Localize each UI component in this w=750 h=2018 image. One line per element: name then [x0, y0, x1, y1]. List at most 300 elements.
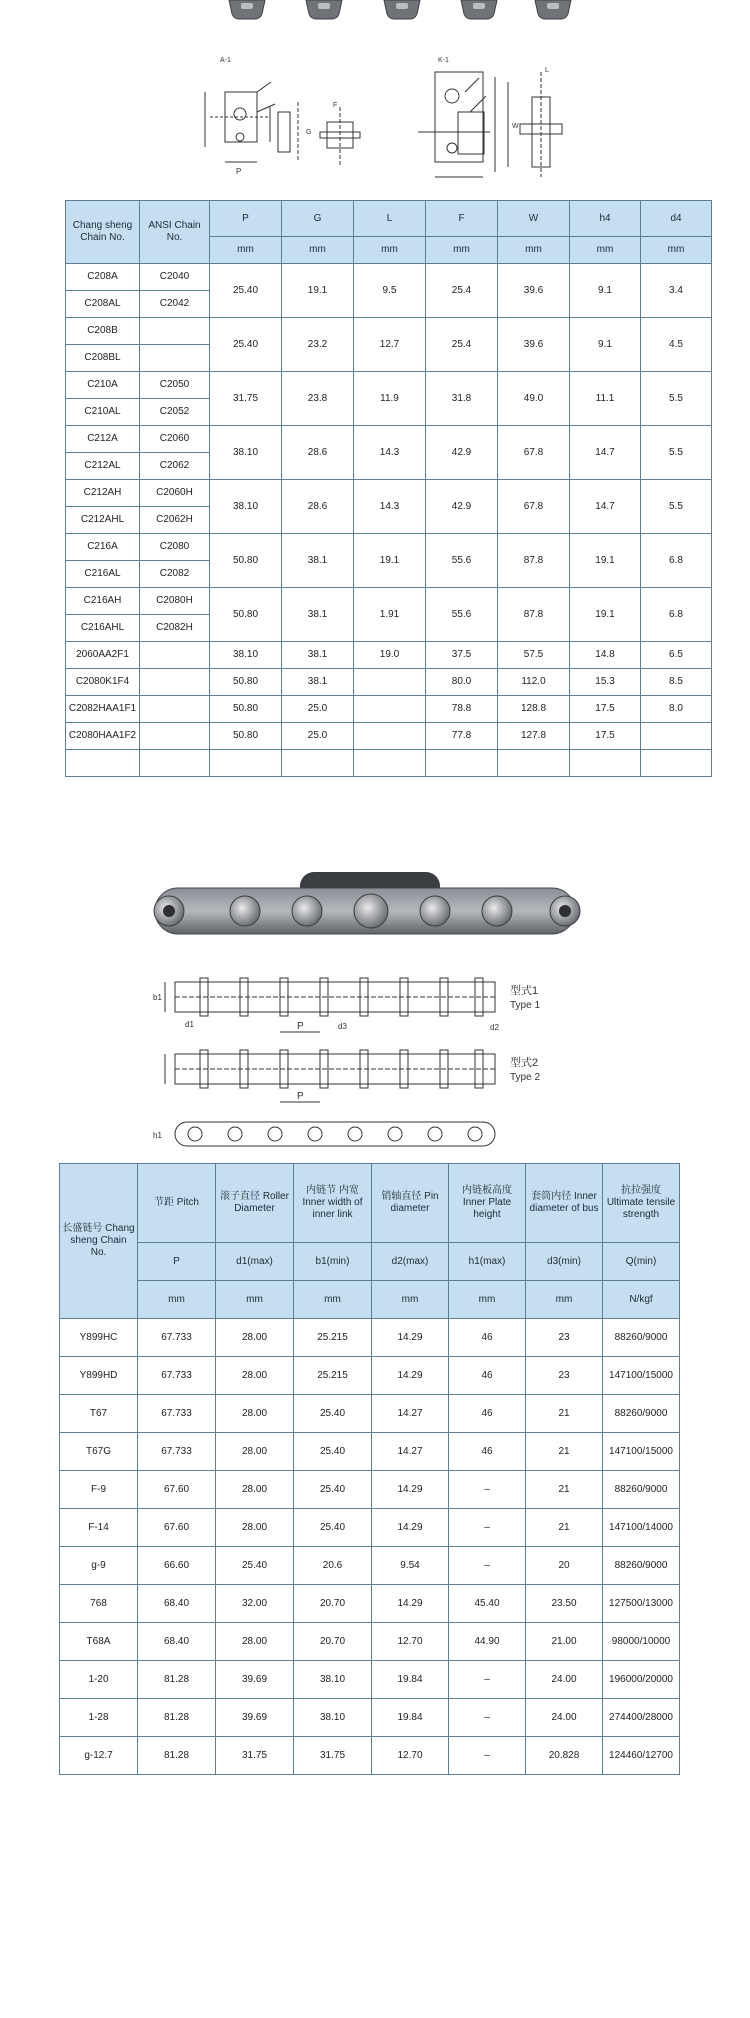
t1-value-cell: 14.7 — [570, 480, 641, 534]
t2-cell: 21 — [526, 1471, 603, 1509]
t1-cell — [140, 750, 210, 777]
t2-cell: 25.40 — [294, 1433, 372, 1471]
t2-header-cell: 内链节 内宽 Inner width of inner link — [294, 1164, 372, 1243]
t2-unit-cell: mm — [294, 1281, 372, 1319]
t1-cell: 8.0 — [641, 696, 712, 723]
t1-value-cell: 5.5 — [641, 426, 712, 480]
t2-cell: 21 — [526, 1433, 603, 1471]
t2-cell: 25.40 — [294, 1509, 372, 1547]
t1-cell: C216AHL — [66, 615, 140, 642]
t1-cell: 17.5 — [570, 696, 641, 723]
t1-row — [66, 669, 712, 696]
t2-cell: 39.69 — [216, 1661, 294, 1699]
t2-row — [60, 1433, 680, 1471]
t1-cell: C2080HAA1F2 — [66, 723, 140, 750]
t2-cell: 24.00 — [526, 1699, 603, 1737]
t2-cell: 23 — [526, 1319, 603, 1357]
t2-cell: – — [449, 1471, 526, 1509]
t2-cell: F-14 — [60, 1509, 138, 1547]
t2-header-cell: 销轴直径 Pin diameter — [372, 1164, 449, 1243]
t1-cell: C216AL — [66, 561, 140, 588]
t1-cell: C2080 — [140, 534, 210, 561]
t1-value-cell: 31.8 — [426, 372, 498, 426]
t2-cell: 32.00 — [216, 1585, 294, 1623]
t2-cell: 67.60 — [138, 1471, 216, 1509]
t2-cell: 14.29 — [372, 1471, 449, 1509]
t2-cell: 124460/12700 — [603, 1737, 680, 1775]
t1-value-cell: 49.0 — [498, 372, 570, 426]
t1-cell — [641, 723, 712, 750]
t1-cell: C208AL — [66, 291, 140, 318]
t2-cell: 28.00 — [216, 1395, 294, 1433]
t1-cell: C2042 — [140, 291, 210, 318]
t2-cell: 14.27 — [372, 1433, 449, 1471]
t2-cell: 20.828 — [526, 1737, 603, 1775]
t1-cell — [354, 669, 426, 696]
t1-cell: C208A — [66, 264, 140, 291]
t2-cell: 44.90 — [449, 1623, 526, 1661]
t1-unit-cell: mm — [282, 237, 354, 264]
t2-cell: Y899HC — [60, 1319, 138, 1357]
t1-header-cell: h4 — [570, 201, 641, 237]
t1-row — [66, 264, 712, 291]
t2-cell: 1-28 — [60, 1699, 138, 1737]
t2-cell: g-9 — [60, 1547, 138, 1585]
t1-cell: C2050 — [140, 372, 210, 399]
t2-symbol-cell: b1(min) — [294, 1243, 372, 1281]
t1-value-cell: 9.1 — [570, 264, 641, 318]
t2-cell: 46 — [449, 1395, 526, 1433]
t1-value-cell: 31.75 — [210, 372, 282, 426]
t2-cell: 24.00 — [526, 1661, 603, 1699]
t2-unit-cell: mm — [449, 1281, 526, 1319]
t1-value-cell: 19.1 — [570, 534, 641, 588]
t2-symbol-cell: h1(max) — [449, 1243, 526, 1281]
t1-row — [66, 723, 712, 750]
t2-header-row — [60, 1164, 680, 1243]
label-a1: A-1 — [220, 57, 231, 64]
t2-cell: 67.60 — [138, 1509, 216, 1547]
t2-symbol-row — [60, 1243, 680, 1281]
t2-cell: 1-20 — [60, 1661, 138, 1699]
t2-row — [60, 1547, 680, 1585]
t1-value-cell: 19.1 — [354, 534, 426, 588]
t1-header-cell: Chang sheng Chain No. — [66, 201, 140, 264]
t1-cell: 25.0 — [282, 696, 354, 723]
t2-cell: 25.40 — [294, 1471, 372, 1509]
t2-cell: 12.70 — [372, 1737, 449, 1775]
t2-cell: 28.00 — [216, 1509, 294, 1547]
t1-cell — [354, 696, 426, 723]
t2-cell: – — [449, 1661, 526, 1699]
t1-value-cell: 14.7 — [570, 426, 641, 480]
t2-cell: 14.27 — [372, 1395, 449, 1433]
label-l: L — [545, 67, 549, 74]
t1-value-cell: 87.8 — [498, 588, 570, 642]
t2-symbol-cell: d3(min) — [526, 1243, 603, 1281]
t2-cell: 67.733 — [138, 1319, 216, 1357]
t1-cell: C2082H — [140, 615, 210, 642]
t2-cell: 28.00 — [216, 1471, 294, 1509]
t1-value-cell: 50.80 — [210, 588, 282, 642]
t1-value-cell: 55.6 — [426, 588, 498, 642]
t1-unit-cell: mm — [641, 237, 712, 264]
t1-cell — [140, 345, 210, 372]
t2-cell: – — [449, 1547, 526, 1585]
t1-value-cell: 50.80 — [210, 534, 282, 588]
label-p-2: P — [297, 1091, 304, 1102]
t1-cell — [210, 750, 282, 777]
chain-type-diagrams — [145, 972, 595, 1157]
t2-cell: 31.75 — [216, 1737, 294, 1775]
t2-header-cell: 滚子直径 Roller Diameter — [216, 1164, 294, 1243]
t2-header-cell: 节距 Pitch — [138, 1164, 216, 1243]
chain-spec-table-1 — [65, 200, 712, 777]
t1-row — [66, 642, 712, 669]
t2-row — [60, 1357, 680, 1395]
t1-value-cell: 23.2 — [282, 318, 354, 372]
t1-cell: 50.80 — [210, 723, 282, 750]
t2-cell: 14.29 — [372, 1357, 449, 1395]
t1-cell — [498, 750, 570, 777]
t2-row — [60, 1699, 680, 1737]
t1-unit-cell: mm — [570, 237, 641, 264]
t2-cell: 25.215 — [294, 1319, 372, 1357]
t1-cell: C210A — [66, 372, 140, 399]
t1-value-cell: 28.6 — [282, 426, 354, 480]
t1-header-row — [66, 201, 712, 237]
t2-cell: 147100/14000 — [603, 1509, 680, 1547]
t2-row — [60, 1623, 680, 1661]
t2-cell: – — [449, 1699, 526, 1737]
t1-value-cell: 38.10 — [210, 480, 282, 534]
t2-cell: 147100/15000 — [603, 1433, 680, 1471]
t1-cell: C208B — [66, 318, 140, 345]
t2-cell: g-12.7 — [60, 1737, 138, 1775]
type1-cn-label: 型式1 — [510, 985, 539, 997]
t2-cell: 23 — [526, 1357, 603, 1395]
t2-cell: 67.733 — [138, 1357, 216, 1395]
t1-value-cell: 12.7 — [354, 318, 426, 372]
type-2-drawing — [165, 1050, 540, 1102]
t1-cell: 2060AA2F1 — [66, 642, 140, 669]
t1-unit-cell: mm — [498, 237, 570, 264]
t2-cell: 21 — [526, 1509, 603, 1547]
t1-cell — [354, 750, 426, 777]
t1-cell — [140, 318, 210, 345]
t1-cell: 19.0 — [354, 642, 426, 669]
t1-cell: 80.0 — [426, 669, 498, 696]
t1-value-cell: 4.5 — [641, 318, 712, 372]
t2-row — [60, 1319, 680, 1357]
t1-value-cell: 19.1 — [570, 588, 641, 642]
t2-cell: 88260/9000 — [603, 1471, 680, 1509]
t1-value-cell: 39.6 — [498, 264, 570, 318]
t2-cell: 23.50 — [526, 1585, 603, 1623]
t1-value-cell: 67.8 — [498, 480, 570, 534]
t1-cell — [282, 750, 354, 777]
t2-unit-cell: N/kgf — [603, 1281, 680, 1319]
t1-value-cell: 38.1 — [282, 534, 354, 588]
t2-cell: 31.75 — [294, 1737, 372, 1775]
t2-symbol-cell: d1(max) — [216, 1243, 294, 1281]
t1-header-cell: P — [210, 201, 282, 237]
t2-cell: 28.00 — [216, 1433, 294, 1471]
t2-cell: 768 — [60, 1585, 138, 1623]
t1-cell: C2060 — [140, 426, 210, 453]
t1-header-cell: L — [354, 201, 426, 237]
t1-header-cell: F — [426, 201, 498, 237]
t2-cell: 28.00 — [216, 1623, 294, 1661]
t1-cell: C212A — [66, 426, 140, 453]
t2-cell: 98000/10000 — [603, 1623, 680, 1661]
t2-cell: 21 — [526, 1395, 603, 1433]
t1-cell: C2052 — [140, 399, 210, 426]
t1-cell: 38.1 — [282, 669, 354, 696]
t2-cell: T67 — [60, 1395, 138, 1433]
t2-cell: 196000/20000 — [603, 1661, 680, 1699]
t1-cell: 112.0 — [498, 669, 570, 696]
t2-cell: 20.70 — [294, 1623, 372, 1661]
t1-row — [66, 372, 712, 399]
t2-unit-row — [60, 1281, 680, 1319]
t2-symbol-cell: Q(min) — [603, 1243, 680, 1281]
t1-cell: C212AH — [66, 480, 140, 507]
t1-cell: 78.8 — [426, 696, 498, 723]
t1-value-cell: 9.1 — [570, 318, 641, 372]
t2-cell: 14.29 — [372, 1319, 449, 1357]
side-view-drawing — [153, 1122, 495, 1146]
t1-value-cell: 3.4 — [641, 264, 712, 318]
t1-cell: 6.5 — [641, 642, 712, 669]
t1-value-cell: 11.1 — [570, 372, 641, 426]
t2-cell: – — [449, 1737, 526, 1775]
t2-unit-cell: mm — [372, 1281, 449, 1319]
t1-cell: C2040 — [140, 264, 210, 291]
t1-value-cell: 67.8 — [498, 426, 570, 480]
t1-value-cell: 14.3 — [354, 426, 426, 480]
top-chain-parts-strip — [0, 0, 750, 22]
t1-value-cell: 87.8 — [498, 534, 570, 588]
t2-row — [60, 1395, 680, 1433]
t2-symbol-cell: d2(max) — [372, 1243, 449, 1281]
t1-value-cell: 42.9 — [426, 480, 498, 534]
t1-value-cell: 25.40 — [210, 264, 282, 318]
t2-cell: 127500/13000 — [603, 1585, 680, 1623]
t2-cell: 39.69 — [216, 1699, 294, 1737]
t2-cell: 20 — [526, 1547, 603, 1585]
t1-cell: 17.5 — [570, 723, 641, 750]
t1-value-cell: 5.5 — [641, 480, 712, 534]
t1-value-cell: 1.91 — [354, 588, 426, 642]
t1-row — [66, 480, 712, 507]
t1-cell: C2062H — [140, 507, 210, 534]
label-g: G — [306, 129, 312, 136]
t1-row — [66, 696, 712, 723]
t2-cell: 21.00 — [526, 1623, 603, 1661]
t1-value-cell: 42.9 — [426, 426, 498, 480]
t2-cell: 68.40 — [138, 1585, 216, 1623]
t2-cell: 46 — [449, 1433, 526, 1471]
t2-cell: 46 — [449, 1319, 526, 1357]
t1-cell: C2082HAA1F1 — [66, 696, 140, 723]
t2-cell: 81.28 — [138, 1699, 216, 1737]
t2-cell: 38.10 — [294, 1661, 372, 1699]
t2-row — [60, 1737, 680, 1775]
t2-cell: 28.00 — [216, 1319, 294, 1357]
t2-cell: 88260/9000 — [603, 1319, 680, 1357]
t1-value-cell: 28.6 — [282, 480, 354, 534]
type2-cn-label: 型式2 — [510, 1057, 539, 1069]
t1-row — [66, 426, 712, 453]
t2-row — [60, 1471, 680, 1509]
t2-cell: F-9 — [60, 1471, 138, 1509]
t1-header-cell: d4 — [641, 201, 712, 237]
t2-cell: T68A — [60, 1623, 138, 1661]
label-d1: d1 — [185, 1020, 194, 1029]
t1-unit-cell: mm — [354, 237, 426, 264]
t2-cell: 67.733 — [138, 1395, 216, 1433]
t1-cell: 38.1 — [282, 642, 354, 669]
t2-header-cell: 内链板高度 Inner Plate height — [449, 1164, 526, 1243]
t1-value-cell: 14.3 — [354, 480, 426, 534]
attachment-drawing — [190, 52, 580, 192]
label-p: P — [236, 167, 242, 176]
t1-value-cell: 6.8 — [641, 588, 712, 642]
t2-cell: 14.29 — [372, 1509, 449, 1547]
t1-value-cell: 19.1 — [282, 264, 354, 318]
t1-cell: C216A — [66, 534, 140, 561]
t1-cell: 15.3 — [570, 669, 641, 696]
t1-cell: 77.8 — [426, 723, 498, 750]
t2-row — [60, 1509, 680, 1547]
t1-value-cell: 9.5 — [354, 264, 426, 318]
t1-cell — [641, 750, 712, 777]
t2-header-cell: 抗拉强度 Ultimate tensile strength — [603, 1164, 680, 1243]
t1-row — [66, 318, 712, 345]
t2-cell: 46 — [449, 1357, 526, 1395]
t2-row — [60, 1585, 680, 1623]
t2-unit-cell: mm — [138, 1281, 216, 1319]
t1-cell — [426, 750, 498, 777]
t2-cell: 20.6 — [294, 1547, 372, 1585]
label-d3: d3 — [338, 1022, 347, 1031]
label-d2: d2 — [490, 1023, 499, 1032]
t2-unit-cell: mm — [216, 1281, 294, 1319]
t1-value-cell: 11.9 — [354, 372, 426, 426]
t1-cell — [140, 642, 210, 669]
t1-header-cell: ANSI Chain No. — [140, 201, 210, 264]
roller-chain-photo — [135, 862, 605, 954]
t2-cell: 68.40 — [138, 1623, 216, 1661]
t1-cell — [570, 750, 641, 777]
t1-value-cell: 25.4 — [426, 318, 498, 372]
t2-cell: 9.54 — [372, 1547, 449, 1585]
t2-symbol-cell: P — [138, 1243, 216, 1281]
t2-cell: 67.733 — [138, 1433, 216, 1471]
t1-value-cell: 25.40 — [210, 318, 282, 372]
chain-photo-illustration — [135, 862, 605, 954]
t2-cell: 19.84 — [372, 1699, 449, 1737]
t1-value-cell: 38.10 — [210, 426, 282, 480]
t1-cell — [140, 669, 210, 696]
t1-cell: 128.8 — [498, 696, 570, 723]
t2-cell: 25.40 — [216, 1547, 294, 1585]
label-f: F — [333, 102, 338, 109]
t1-cell: C212AHL — [66, 507, 140, 534]
t2-cell: 19.84 — [372, 1661, 449, 1699]
chain-spec-table-2 — [59, 1163, 680, 1775]
t2-cell: 88260/9000 — [603, 1547, 680, 1585]
t1-header-cell: W — [498, 201, 570, 237]
t1-value-cell: 38.1 — [282, 588, 354, 642]
t1-cell: 14.8 — [570, 642, 641, 669]
t1-cell: C2080H — [140, 588, 210, 615]
t2-cell: – — [449, 1509, 526, 1547]
t1-cell: 57.5 — [498, 642, 570, 669]
t1-cell: C2062 — [140, 453, 210, 480]
t1-cell: C2060H — [140, 480, 210, 507]
t2-cell: 81.28 — [138, 1661, 216, 1699]
t1-value-cell: 55.6 — [426, 534, 498, 588]
t1-unit-cell: mm — [210, 237, 282, 264]
t1-value-cell: 23.8 — [282, 372, 354, 426]
t2-cell: 25.40 — [294, 1395, 372, 1433]
t1-cell: C216AH — [66, 588, 140, 615]
t1-header-cell: G — [282, 201, 354, 237]
t1-row — [66, 588, 712, 615]
chain-parts-photo — [0, 0, 750, 22]
label-w: W — [512, 123, 519, 130]
t1-cell: 50.80 — [210, 696, 282, 723]
t1-unit-cell: mm — [426, 237, 498, 264]
t2-cell: 28.00 — [216, 1357, 294, 1395]
t2-cell: T67G — [60, 1433, 138, 1471]
t1-value-cell: 5.5 — [641, 372, 712, 426]
t1-cell: 37.5 — [426, 642, 498, 669]
t1-cell — [140, 723, 210, 750]
t1-cell: 38.10 — [210, 642, 282, 669]
t2-chain-no-header: 长盛链号 Chang sheng Chain No. — [60, 1164, 138, 1319]
t2-unit-cell: mm — [526, 1281, 603, 1319]
label-k1: K-1 — [438, 57, 449, 64]
t1-cell: 50.80 — [210, 669, 282, 696]
t1-value-cell: 25.4 — [426, 264, 498, 318]
label-p: P — [297, 1021, 304, 1032]
t1-value-cell: 6.8 — [641, 534, 712, 588]
label-b1: b1 — [153, 993, 162, 1002]
t1-cell — [354, 723, 426, 750]
t1-value-cell: 39.6 — [498, 318, 570, 372]
t1-cell: C208BL — [66, 345, 140, 372]
t1-cell: C210AL — [66, 399, 140, 426]
t1-cell: C2080K1F4 — [66, 669, 140, 696]
label-h1: h1 — [153, 1131, 162, 1140]
t2-cell: 81.28 — [138, 1737, 216, 1775]
t1-cell — [66, 750, 140, 777]
attachment-dimension-diagram — [190, 52, 580, 192]
t1-cell — [140, 696, 210, 723]
t1-cell: 25.0 — [282, 723, 354, 750]
t2-cell: 25.215 — [294, 1357, 372, 1395]
chain-type-drawing — [145, 972, 595, 1157]
t1-row — [66, 750, 712, 777]
t2-cell: 147100/15000 — [603, 1357, 680, 1395]
t2-cell: 88260/9000 — [603, 1395, 680, 1433]
t1-cell: C2082 — [140, 561, 210, 588]
t2-row — [60, 1661, 680, 1699]
type-1-drawing — [153, 978, 540, 1032]
